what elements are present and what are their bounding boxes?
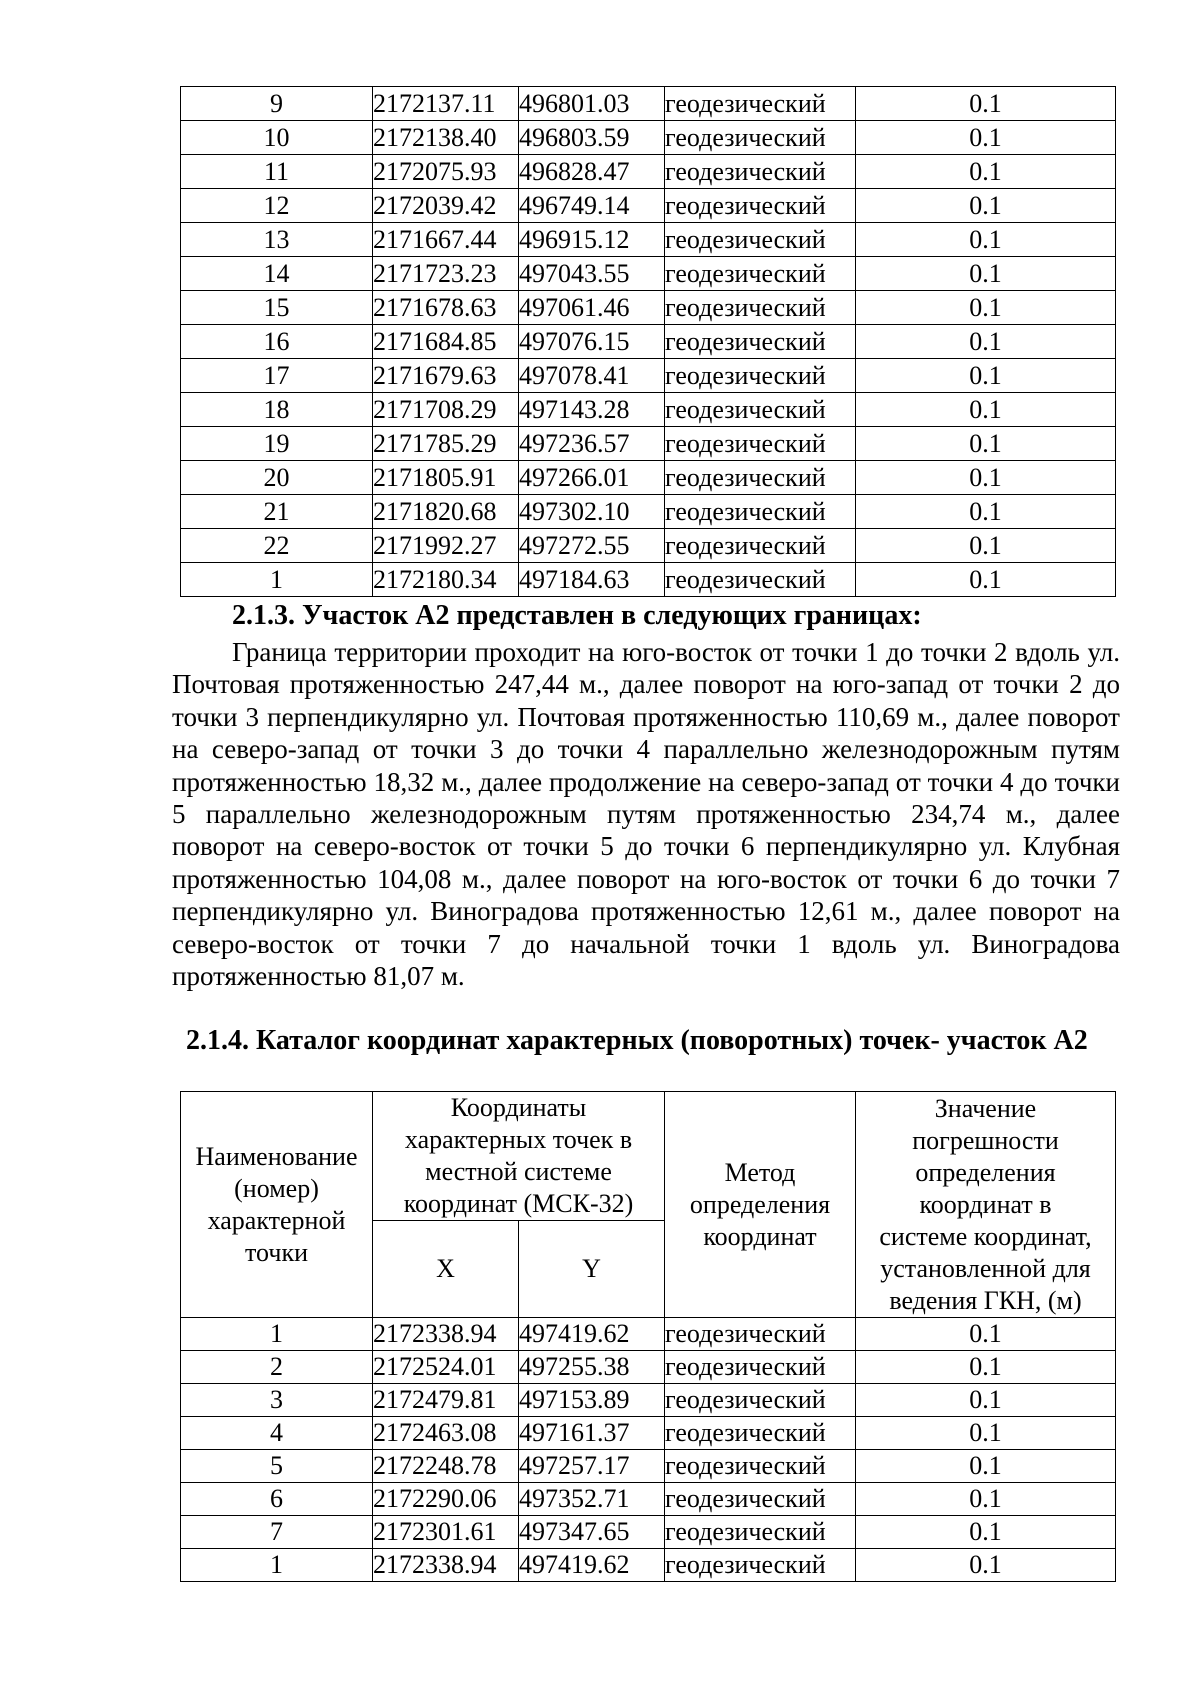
cell-point: 17 bbox=[181, 359, 373, 393]
cell-point: 22 bbox=[181, 529, 373, 563]
cell-accuracy: 0.1 bbox=[856, 1417, 1116, 1450]
cell-y: 497153.89 bbox=[519, 1384, 665, 1417]
cell-accuracy: 0.1 bbox=[856, 495, 1116, 529]
header-line: Метод bbox=[724, 1157, 796, 1187]
cell-method: геодезический bbox=[665, 1549, 856, 1582]
cell-method: геодезический bbox=[665, 495, 856, 529]
cell-point: 10 bbox=[181, 121, 373, 155]
cell-point: 7 bbox=[181, 1516, 373, 1549]
table-row bbox=[181, 189, 1116, 223]
cell-accuracy: 0.1 bbox=[856, 1516, 1116, 1549]
header-line: характерных точек в bbox=[404, 1125, 633, 1154]
table-row bbox=[181, 1483, 1116, 1516]
cell-method: геодезический bbox=[665, 189, 856, 223]
table-row bbox=[181, 1351, 1116, 1384]
table-row bbox=[181, 87, 1116, 121]
table-row bbox=[181, 325, 1116, 359]
cell-method: геодезический bbox=[665, 325, 856, 359]
header-line: координат (МСК-32) bbox=[403, 1189, 634, 1218]
cell-method: геодезический bbox=[665, 427, 856, 461]
header-line: Значение bbox=[934, 1093, 1037, 1123]
cell-accuracy: 0.1 bbox=[856, 155, 1116, 189]
header-method bbox=[665, 1092, 856, 1318]
cell-point: 1 bbox=[181, 1318, 373, 1351]
header-coordinates bbox=[373, 1092, 665, 1221]
cell-accuracy: 0.1 bbox=[856, 427, 1116, 461]
cell-x: 2172463.08 bbox=[373, 1417, 519, 1450]
cell-point: 6 bbox=[181, 1483, 373, 1516]
table-row bbox=[181, 461, 1116, 495]
cell-accuracy: 0.1 bbox=[856, 121, 1116, 155]
cell-method: геодезический bbox=[665, 1483, 856, 1516]
cell-x: 2172039.42 bbox=[373, 189, 519, 223]
cell-accuracy: 0.1 bbox=[856, 1318, 1116, 1351]
cell-y: 497419.62 bbox=[519, 1549, 665, 1582]
cell-accuracy: 0.1 bbox=[856, 257, 1116, 291]
cell-method: геодезический bbox=[665, 87, 856, 121]
cell-method: геодезический bbox=[665, 461, 856, 495]
cell-x: 2171708.29 bbox=[373, 393, 519, 427]
cell-accuracy: 0.1 bbox=[856, 223, 1116, 257]
table-row bbox=[181, 257, 1116, 291]
cell-y: 497302.10 bbox=[519, 495, 665, 529]
header-line: системе координат, bbox=[879, 1221, 1092, 1251]
coordinates-table-continued bbox=[180, 86, 1116, 597]
cell-y: 496801.03 bbox=[519, 87, 665, 121]
cell-point: 3 bbox=[181, 1384, 373, 1417]
header-line: Координаты bbox=[450, 1093, 587, 1122]
cell-point: 14 bbox=[181, 257, 373, 291]
cell-x: 2172338.94 bbox=[373, 1318, 519, 1351]
cell-x: 2171785.29 bbox=[373, 427, 519, 461]
cell-point: 9 bbox=[181, 87, 373, 121]
table-row bbox=[181, 359, 1116, 393]
cell-method: геодезический bbox=[665, 529, 856, 563]
cell-x: 2172075.93 bbox=[373, 155, 519, 189]
cell-accuracy: 0.1 bbox=[856, 325, 1116, 359]
cell-method: геодезический bbox=[665, 121, 856, 155]
cell-method: геодезический bbox=[665, 1351, 856, 1384]
cell-x: 2171684.85 bbox=[373, 325, 519, 359]
table-row bbox=[181, 393, 1116, 427]
cell-point: 1 bbox=[181, 1549, 373, 1582]
cell-y: 497419.62 bbox=[519, 1318, 665, 1351]
cell-point: 13 bbox=[181, 223, 373, 257]
header-accuracy bbox=[856, 1092, 1116, 1318]
cell-accuracy: 0.1 bbox=[856, 1483, 1116, 1516]
cell-accuracy: 0.1 bbox=[856, 1450, 1116, 1483]
cell-y: 496803.59 bbox=[519, 121, 665, 155]
boundary-description-paragraph: Граница территории проходит на юго-восток от точки 1 до точки 2 вдоль ул. Почтовая протяженностью 247,44 м., далее поворот на юго-запад от точки 2 до точки 3 перпендикулярно ул. Почтовая протяженностью 110,69 м., далее поворот на северо-запад от точки 3 до точки 4 параллельно железнодорожным путям протяженностью 18,32 м., далее продолжение на северо-запад от точки 4 до точки 5 параллельно железнодорожным путям протяженностью 234,74 м., далее поворот на северо-восток от точки 5 до точки 6 перпендикулярно ул. Клубная протяженностью 104,08 м., далее поворот на юго-восток от точки 6 до точки 7 перпендикулярно ул. Виноградова протяженностью 12,61 м., далее поворот на северо-восток от точки 7 до начальной точки 1 вдоль ул. Виноградова протяженностью 81,07 м. bbox=[172, 637, 1120, 992]
cell-y: 496749.14 bbox=[519, 189, 665, 223]
cell-point: 4 bbox=[181, 1417, 373, 1450]
section-heading-2-1-3: 2.1.3. Участок А2 представлен в следующих границах: bbox=[232, 600, 922, 631]
cell-method: геодезический bbox=[665, 155, 856, 189]
cell-accuracy: 0.1 bbox=[856, 291, 1116, 325]
cell-method: геодезический bbox=[665, 1516, 856, 1549]
cell-y: 497184.63 bbox=[519, 563, 665, 597]
header-line: координат bbox=[703, 1221, 817, 1251]
cell-x: 2171992.27 bbox=[373, 529, 519, 563]
cell-x: 2171667.44 bbox=[373, 223, 519, 257]
header-line: координат в bbox=[919, 1189, 1052, 1219]
cell-y: 497076.15 bbox=[519, 325, 665, 359]
table-row bbox=[181, 1450, 1116, 1483]
table-row bbox=[181, 1318, 1116, 1351]
cell-y: 497352.71 bbox=[519, 1483, 665, 1516]
header-line: погрешности bbox=[912, 1125, 1059, 1155]
cell-accuracy: 0.1 bbox=[856, 1351, 1116, 1384]
cell-method: геодезический bbox=[665, 1417, 856, 1450]
cell-y: 496915.12 bbox=[519, 223, 665, 257]
cell-y: 497043.55 bbox=[519, 257, 665, 291]
table-row bbox=[181, 1417, 1116, 1450]
cell-accuracy: 0.1 bbox=[856, 359, 1116, 393]
cell-y: 497266.01 bbox=[519, 461, 665, 495]
cell-y: 497061.46 bbox=[519, 291, 665, 325]
header-line: точки bbox=[245, 1237, 308, 1267]
cell-y: 497143.28 bbox=[519, 393, 665, 427]
cell-method: геодезический bbox=[665, 563, 856, 597]
cell-x: 2172290.06 bbox=[373, 1483, 519, 1516]
cell-y: 497236.57 bbox=[519, 427, 665, 461]
header-line: (номер) bbox=[234, 1173, 319, 1203]
header-line: местной системе bbox=[425, 1157, 612, 1186]
cell-point: 5 bbox=[181, 1450, 373, 1483]
cell-x: 2171723.23 bbox=[373, 257, 519, 291]
cell-x: 2172479.81 bbox=[373, 1384, 519, 1417]
cell-point: 1 bbox=[181, 563, 373, 597]
cell-accuracy: 0.1 bbox=[856, 1549, 1116, 1582]
cell-method: геодезический bbox=[665, 359, 856, 393]
table-row bbox=[181, 529, 1116, 563]
table-row bbox=[181, 563, 1116, 597]
cell-method: геодезический bbox=[665, 257, 856, 291]
cell-point: 19 bbox=[181, 427, 373, 461]
header-line: определения bbox=[915, 1157, 1056, 1187]
table-row bbox=[181, 495, 1116, 529]
table-row bbox=[181, 291, 1116, 325]
cell-method: геодезический bbox=[665, 1384, 856, 1417]
cell-x: 2172138.40 bbox=[373, 121, 519, 155]
table-row bbox=[181, 1384, 1116, 1417]
cell-x: 2171678.63 bbox=[373, 291, 519, 325]
cell-accuracy: 0.1 bbox=[856, 87, 1116, 121]
cell-accuracy: 0.1 bbox=[856, 189, 1116, 223]
cell-x: 2171820.68 bbox=[373, 495, 519, 529]
header-line: Наименование bbox=[195, 1141, 358, 1171]
cell-x: 2172180.34 bbox=[373, 563, 519, 597]
cell-point: 12 bbox=[181, 189, 373, 223]
cell-accuracy: 0.1 bbox=[856, 393, 1116, 427]
cell-point: 15 bbox=[181, 291, 373, 325]
cell-method: геодезический bbox=[665, 1450, 856, 1483]
table-row bbox=[181, 1549, 1116, 1582]
table-row bbox=[181, 223, 1116, 257]
header-line: установленной для bbox=[880, 1253, 1091, 1283]
cell-y: 497347.65 bbox=[519, 1516, 665, 1549]
cell-point: 16 bbox=[181, 325, 373, 359]
cell-x: 2171679.63 bbox=[373, 359, 519, 393]
cell-accuracy: 0.1 bbox=[856, 461, 1116, 495]
cell-x: 2171805.91 bbox=[373, 461, 519, 495]
cell-method: геодезический bbox=[665, 393, 856, 427]
cell-x: 2172338.94 bbox=[373, 1549, 519, 1582]
cell-accuracy: 0.1 bbox=[856, 1384, 1116, 1417]
header-y: Y bbox=[519, 1221, 665, 1318]
cell-method: геодезический bbox=[665, 291, 856, 325]
header-line: ведения ГКН, (м) bbox=[889, 1285, 1082, 1315]
cell-y: 497255.38 bbox=[519, 1351, 665, 1384]
header-line: определения bbox=[689, 1189, 831, 1219]
section-heading-2-1-4: 2.1.4. Каталог координат характерных (поворотных) точек- участок А2 bbox=[186, 1025, 1088, 1056]
cell-y: 497078.41 bbox=[519, 359, 665, 393]
cell-point: 21 bbox=[181, 495, 373, 529]
table-row bbox=[181, 155, 1116, 189]
cell-point: 18 bbox=[181, 393, 373, 427]
cell-x: 2172137.11 bbox=[373, 87, 519, 121]
cell-point: 11 bbox=[181, 155, 373, 189]
cell-accuracy: 0.1 bbox=[856, 529, 1116, 563]
cell-y: 496828.47 bbox=[519, 155, 665, 189]
cell-accuracy: 0.1 bbox=[856, 563, 1116, 597]
cell-method: геодезический bbox=[665, 1318, 856, 1351]
cell-point: 2 bbox=[181, 1351, 373, 1384]
cell-x: 2172301.61 bbox=[373, 1516, 519, 1549]
coordinates-catalog-table bbox=[180, 1091, 1116, 1582]
cell-x: 2172524.01 bbox=[373, 1351, 519, 1384]
table-row bbox=[181, 427, 1116, 461]
cell-y: 497272.55 bbox=[519, 529, 665, 563]
header-x: X bbox=[373, 1221, 519, 1318]
header-point-name bbox=[181, 1092, 373, 1318]
cell-y: 497257.17 bbox=[519, 1450, 665, 1483]
cell-point: 20 bbox=[181, 461, 373, 495]
table-row bbox=[181, 1516, 1116, 1549]
table-row bbox=[181, 121, 1116, 155]
cell-x: 2172248.78 bbox=[373, 1450, 519, 1483]
cell-method: геодезический bbox=[665, 223, 856, 257]
cell-y: 497161.37 bbox=[519, 1417, 665, 1450]
header-line: характерной bbox=[207, 1205, 346, 1235]
